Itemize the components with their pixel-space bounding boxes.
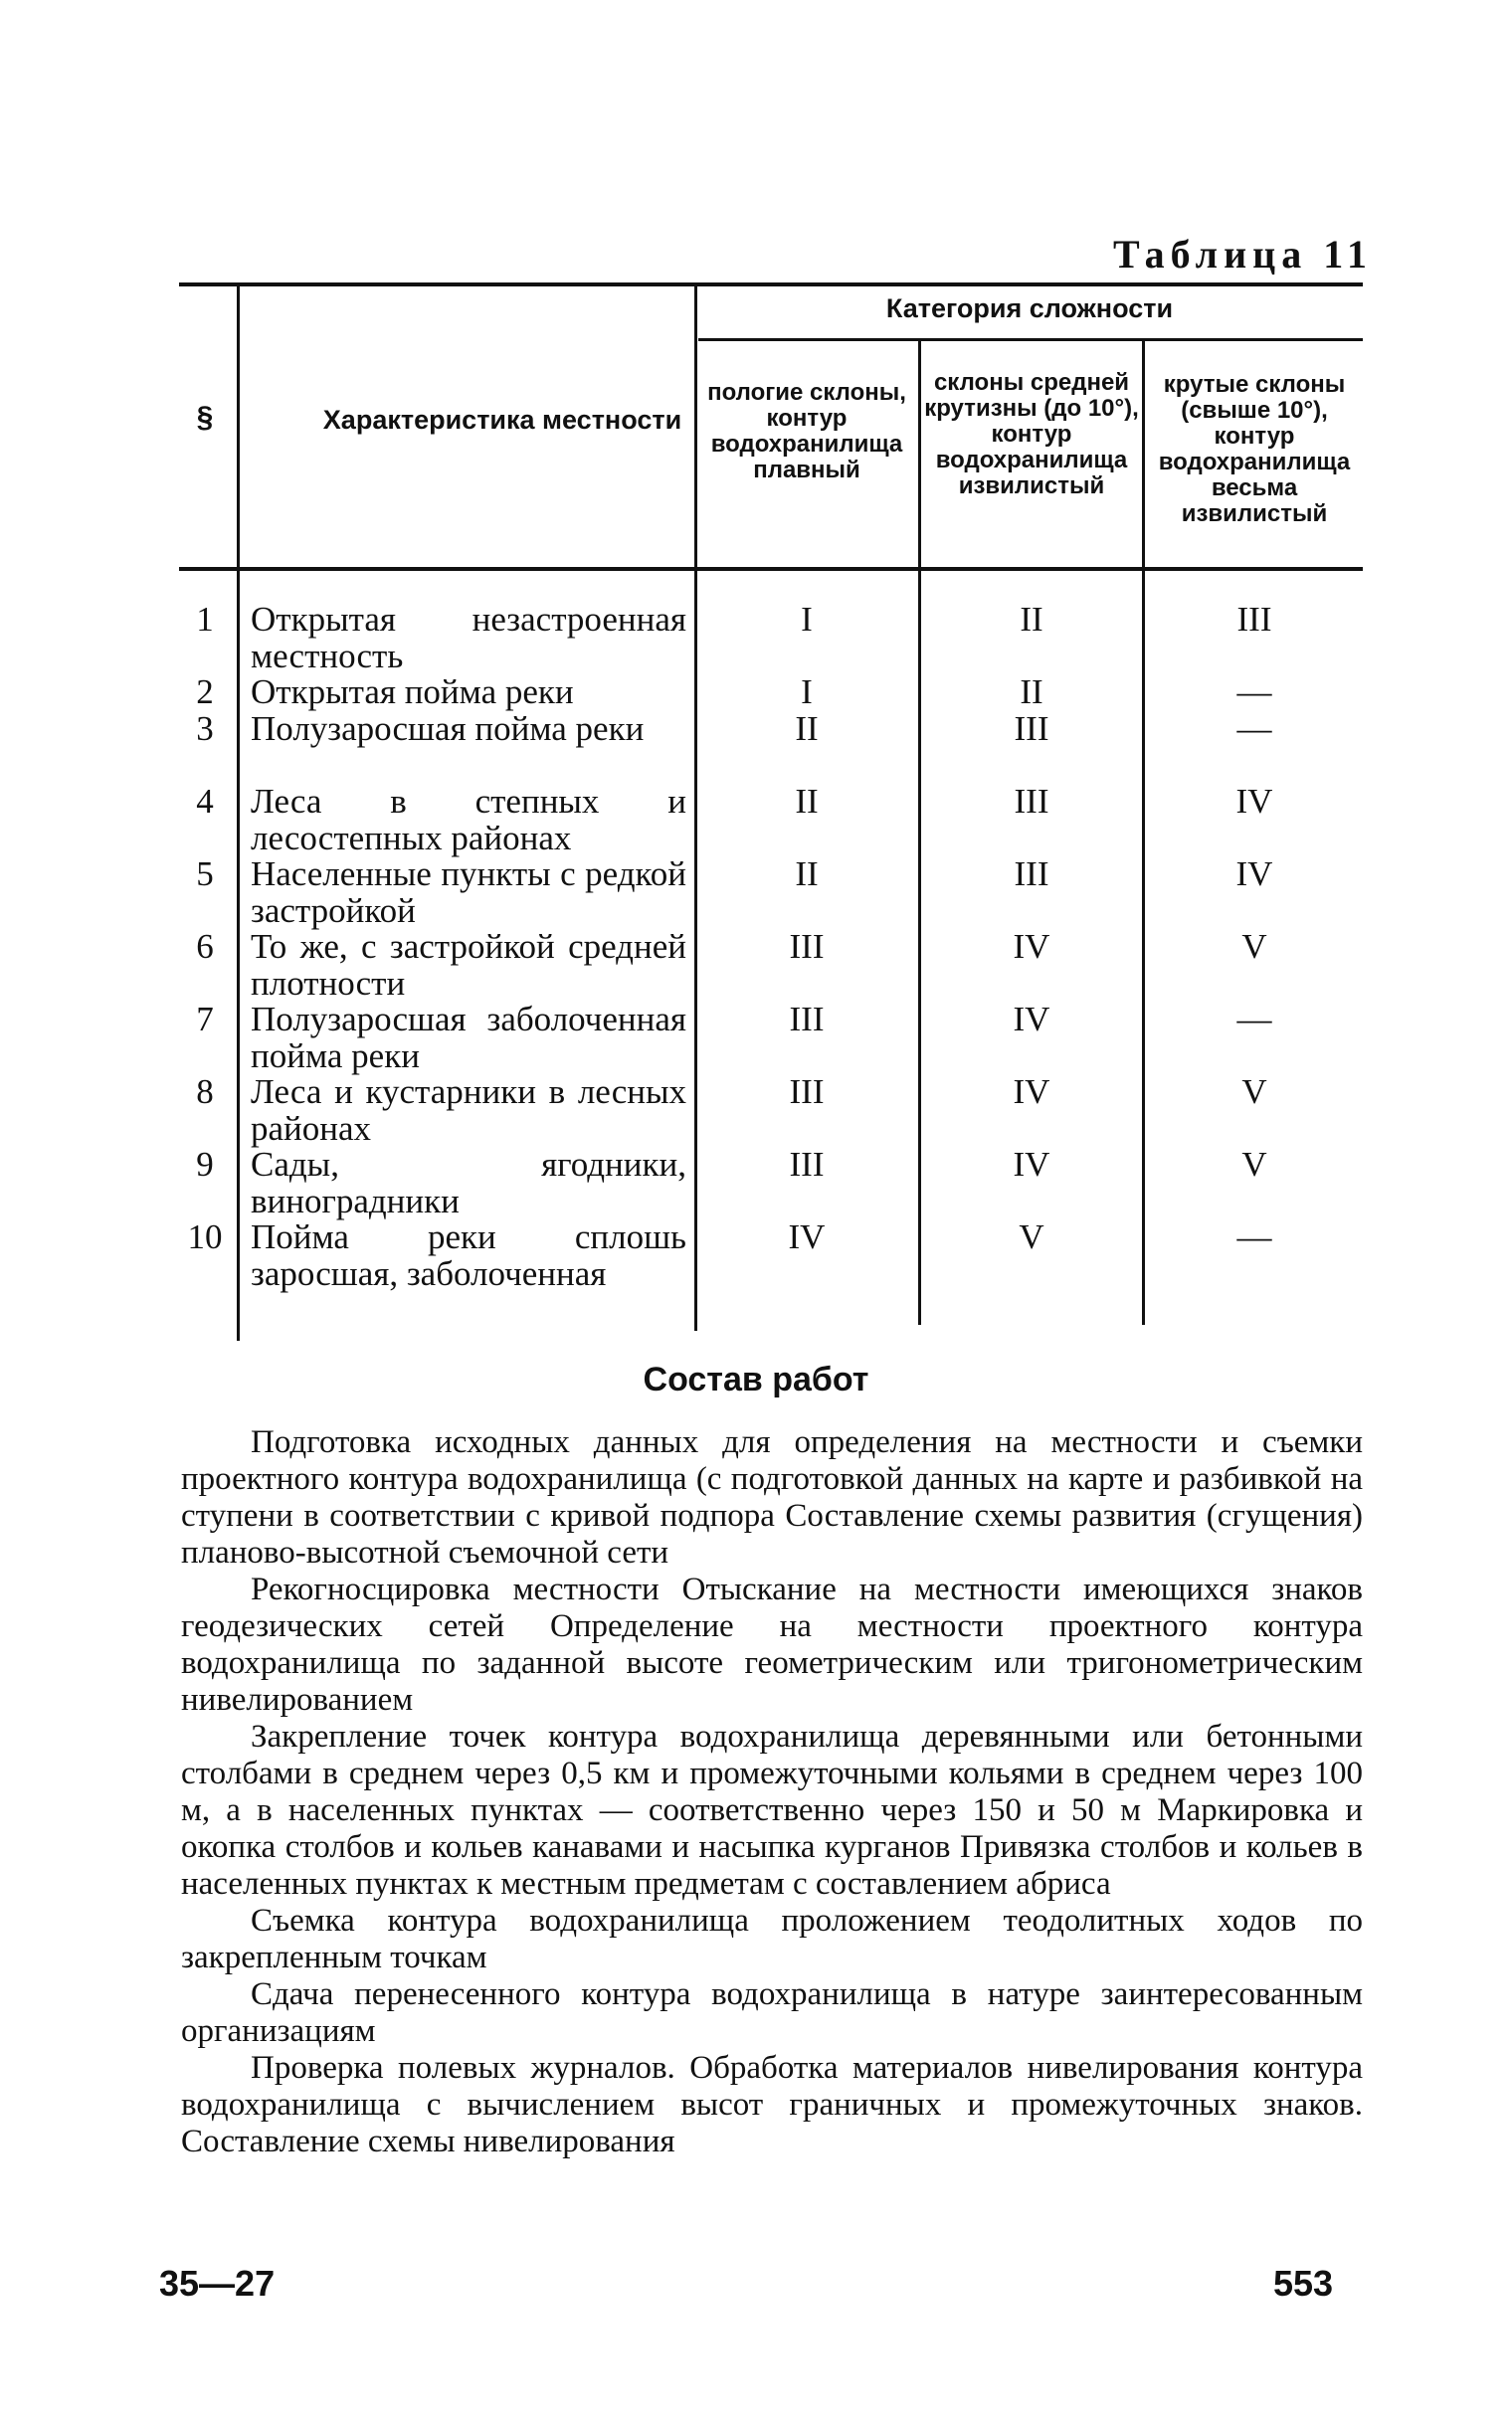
category-value: IV — [1235, 854, 1273, 893]
table-row — [179, 855, 1363, 928]
terrain-characteristic: То же, с застройкой средней плотности — [251, 927, 686, 1003]
category-value: I — [801, 600, 813, 639]
paragraph: Закрепление точек контура водохранилища деревянными или бетонными столбами в среднем через 0,5 км и промежуточными кольями в среднем через 100 м, а в населенных пунктах — соответственно через 150 и 50 м Маркировка и окопка столбов и кольев канавами и насыпка курганов Привязка столбов и кольев в населенных пунктах к местным предметам с составлением абриса — [181, 1719, 1363, 1902]
category-value: IV — [1235, 782, 1273, 821]
paragraph: Сдача перенесенного контура водохранилища в натуре заинтересованным организациям — [181, 1976, 1363, 2049]
category-value: II — [1020, 672, 1043, 711]
category-value: IV — [1013, 1072, 1050, 1111]
paragraph: Проверка полевых журналов. Обработка материалов нивелирования контура водохранилища с вычислением высот граничных и промежуточных знаков. Составление схемы нивелирования — [181, 2050, 1363, 2159]
paragraph: Рекогносцировка местности Отыскание на местности имеющихся знаков геодезических сетей Определение на местности проектного контура водохранилища по заданной высоте геометрическим или тригонометрическим нивелированием — [181, 1572, 1363, 1718]
row-number: 7 — [196, 1000, 214, 1038]
header-characteristic: Характеристика местности — [322, 405, 682, 435]
complexity-table — [179, 282, 1363, 1347]
row-number: 3 — [196, 709, 214, 748]
category-value: — — [1236, 1217, 1272, 1256]
table-row — [179, 673, 1363, 710]
category-value: II — [795, 782, 819, 821]
category-value: III — [1014, 782, 1049, 821]
table-row — [179, 1218, 1363, 1291]
table-row — [179, 783, 1363, 855]
category-value: V — [1241, 1145, 1267, 1184]
page-number: 553 — [1273, 2263, 1334, 2304]
row-number: 1 — [196, 600, 214, 639]
category-value: IV — [1013, 1145, 1050, 1184]
category-value: III — [789, 927, 825, 966]
paragraph: Подготовка исходных данных для определения на местности и съемки проектного контура водохранилища (с подготовкой данных на карте и разбивкой на ступени в соответствии с кривой подпора Составление схемы развития (сгущения) планово-высотной съемочной сети — [181, 1424, 1363, 1571]
row-number: 6 — [196, 927, 214, 966]
row-number: 4 — [196, 782, 214, 821]
terrain-characteristic: Леса и кустарники в лесных районах — [251, 1072, 686, 1148]
table-row — [179, 928, 1363, 1001]
table-row — [179, 601, 1363, 673]
signature-mark: 35—27 — [159, 2263, 276, 2304]
table-row — [179, 710, 1363, 783]
category-value: II — [1020, 600, 1043, 639]
category-value: — — [1236, 709, 1272, 748]
row-number: 2 — [196, 672, 214, 711]
header-category-3: крутые склоны (свыше 10°), контур водохранилища весьма извилистый — [1158, 371, 1351, 527]
category-value: III — [1236, 600, 1272, 639]
terrain-characteristic: Леса в степных и лесостепных районах — [251, 782, 686, 857]
terrain-characteristic: Открытая незастроенная местность — [251, 600, 686, 675]
header-number: § — [196, 401, 214, 434]
category-value: II — [795, 709, 819, 748]
category-value: V — [1241, 927, 1267, 966]
header-bottom-rule — [179, 567, 1363, 571]
category-value: IV — [1013, 927, 1050, 966]
table-row — [179, 1001, 1363, 1073]
terrain-characteristic: Населенные пункты с редкой застройкой — [251, 854, 686, 930]
terrain-characteristic: Полузаросшая пойма реки — [251, 709, 645, 748]
terrain-characteristic: Полузаросшая заболоченная пойма реки — [251, 1000, 686, 1075]
header-category-2: склоны средней крутизны (до 10°), контур водохранилища извилистый — [924, 369, 1139, 499]
table-body — [179, 601, 1363, 1291]
category-value: III — [789, 1145, 825, 1184]
category-value: — — [1236, 1000, 1272, 1038]
group-underline — [698, 338, 1363, 341]
category-value: IV — [788, 1217, 826, 1256]
header-complexity-category: Категория сложности — [885, 293, 1174, 323]
row-number: 8 — [196, 1072, 214, 1111]
table-top-rule — [179, 282, 1363, 286]
category-value: III — [789, 1000, 825, 1038]
header-category-1: пологие склоны, контур водохранилища плавный — [707, 379, 906, 483]
category-value: V — [1241, 1072, 1267, 1111]
table-caption: Таблица 11 — [1112, 232, 1373, 277]
category-value: III — [1014, 854, 1049, 893]
terrain-characteristic: Открытая пойма реки — [251, 672, 574, 711]
row-number: 9 — [196, 1145, 214, 1184]
category-value: III — [1014, 709, 1049, 748]
paragraph: Съемка контура водохранилища проложением теодолитных ходов по закрепленным точкам — [181, 1903, 1363, 1975]
category-value: — — [1236, 672, 1272, 711]
table-row — [179, 1073, 1363, 1146]
category-value: II — [795, 854, 819, 893]
category-value: V — [1019, 1217, 1044, 1256]
category-value: I — [801, 672, 813, 711]
row-number: 10 — [187, 1217, 223, 1256]
category-value: III — [789, 1072, 825, 1111]
category-value: IV — [1013, 1000, 1050, 1038]
table-row — [179, 1146, 1363, 1218]
row-number: 5 — [196, 854, 214, 893]
work-composition-text — [181, 1424, 1363, 2160]
terrain-characteristic: Пойма реки сплошь заросшая, заболоченная — [251, 1217, 686, 1293]
section-title: Состав работ — [643, 1361, 869, 1398]
terrain-characteristic: Сады, ягодники, виноградники — [251, 1145, 686, 1220]
